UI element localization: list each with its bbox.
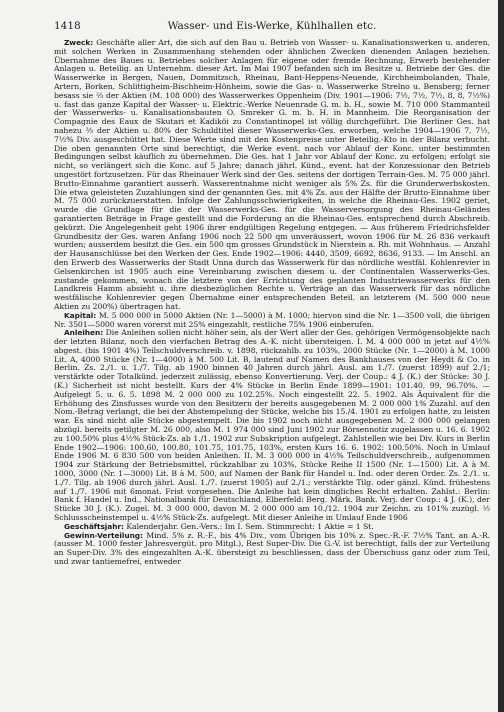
label-zweck: Zweck:	[64, 38, 94, 47]
label-geschaeftsjahr: Geschäftsjahr:	[64, 521, 124, 531]
paragraph-kapital	[54, 312, 490, 330]
paragraph-anleihen	[54, 329, 490, 523]
text-zweck: Geschäfte aller Art, die sich auf den Bau u. Betrieb von Wasser- u. Kanalisationswerken u. anderen, mit solchen Werken in Zusammenhang stehenden oder ähnlichen Zwecken dienenden Anlagen beziehen. Übernahme des Baues u. Betriebes solcher Anlagen für eigene oder fremde Rechnung, Erwerb bestehender Anlagen u. Beteilig. an Unternehm. dieser Art. Im Mai 1907 befanden sich im Besitze u. Betriebe der Ges. die Wasserwerke in Bergen, Nauen, Dommitzsch, Rheinau, Bant-Heppens-Neuende, Kirchheimbolanden, Thale, Artern, Borken, Schlittigheim-Bischheim-Hönheim, sowie die Gas- u. Wasserwerke Strelno u. Bensberg; ferner besass sie ⅔ der Aktien (M. 108 000) des Wasserwerkes Oppenheim (Div. 1901—1906: 7½, 7½, 7½, 8, 8, 7½%) u. fast das ganze Kapital der Wasser- u. Elektric.-Werke Neuenrade G. m. b. H., sowie M. 710 000 Stammanteil der Wasserwerks- u. Kanalisationsbauten O. Smreker G. m. b. H. in Mannheim. Die Reorganisation der Compagnie des Eaux de Skutari et Kadiköi zu Constantinopel ist völlig durchgeführt. Die Berliner Ges. hat nahezu ⅔ der Aktien u. 80% der Schuldtitel dieser Wasserwerks-Ges. erworben, welche 1904—1906 7, 7½, 7½% Div. ausgeschüttet hat. Diese Werte sind mit den Kostenpreise unter Beteilig.-Kto in der Bilanz verbucht. Die oben genannten Orte sind berechtigt, die Werke event. nach vor Ablauf der Konc. unter bestimmten Bedingungen selbst käuflich zu übernehmen. Die Ges. hat 1 Jahr vor Ablauf der Konc. zu erfolgen; erfolgt sie nicht, so verlängert sich die Konc. auf 5 Jahre; danach jährl. Künd., event. hat der Konzessionar den Betrieb ungestört fortzusetzen. Für das Rheinauer Werk sind der Ges. seitens der dortigen Terrain-Ges. M. 75 000 jährl. Brutto-Einnahme garantiert ausserh. Wasserentnahme nicht weniger als 5% Zs. für die Grunderwerbskosten. Die etwa geleisteten Zuzahlungen sind der genannten Ges. mit 4% Zs. aus der Hälfte der Brutto-Einnahme über M. 75 000 zurückzuerstatten. Infolge der Zahlungsschwierigkeiten, in welche die Rheinau-Ges. 1902 geriet, wurde die Grundlage für die der Wasserwerks-Ges. für die Wasserversorgung des Rheinau-Geländes garantierten Beträge in Frage gestellt und die Forderung an die Rheinau-Ges. entsprechend durch Abschreib. gekürzt. Die Angelegenheit geht 1906 ihrer endgültigen Regelung entgegen. — Aus früherem Friedrichsfelder Grundbesitz der Ges. waren Anfang 1906 noch 22 500 qm unveräussert, wovon 1906 für M. 26 836 verkauft wurden; ausserdem besitzt die Ges. ein 500 qm grosses Grundstück in Nierstein a. Rh. mit Wohnhaus. — Anzahl der Hausanschlüsse bei den Werken der Ges. Ende 1902—1906: 4440, 3509, 6692, 8636, 9133. — Im Anschl. an den Erwerb des Wasserwerks der Stadt Unna durch das Wasserwerk für das nördliche westfäl. Kohlenrevier in Gelsenkirchen ist 1905 auch eine Vereinbarung zwischen diesem u. der Continentalen Wasserwerks-Ges. zustande gekommen, wonach die letztere von der Errichtung des geplanten Industriewasserwerks für den Landkreis Hamm absieht u. ihre diesbezüglichen Rechte u. Verträge an das Wasserwerk für das nördliche westfälische Kohlenrevier gegen Übernahme einer entsprechenden Beteil. an letzterem (M. 500 000 neue Aktien zu 200%) übertragen hat.	[54, 38, 490, 311]
label-gewinn: Gewinn-Verteilung:	[64, 530, 143, 540]
body-text	[54, 39, 490, 567]
paragraph-zweck	[54, 39, 490, 312]
running-title: Wasser- und Eis-Werke, Kühlhallen etc.	[167, 20, 377, 32]
text-gewinn: Mind. 5% z. R.-F., bis 4% Div., vom Übrigen bis 10% z. Spec.-R.-F. 7½% Tant. an A.-R. (ausser M. 1000 fester Jahresvergüt. pro Mitgl.), Rest Super-Div. Die G.-V. ist berechtigt, falls der zur Verteilung an Super-Div. 3% des eingezahlten A.-K. übersteigt zu beschliessen, dass der Überschuss ganz oder zum Teil, und zwar tantiemefrei, entweder	[54, 530, 490, 567]
page-header	[54, 20, 490, 34]
label-kapital: Kapital:	[64, 310, 97, 320]
label-anleihen: Anleihen:	[64, 328, 104, 338]
page-number: 1418	[54, 20, 81, 32]
text-anleihen: Die Anleihen sollen nicht höher sein, als der Wert aller der Ges. gehörigen Vermögensobjekte nach der letzten Bilanz, noch den vierfachen Betrag des A.-K. nicht übersteigen. I. M. 4 000 000 in jetzt auf 4½% abgest. (bis 1901 4%) Teilschuldverschreib. v. 1898, rückzahlb. zu 103%, 2000 Stücke (Nr. 1—2000) à M. 1000 Lit. A, 4000 Stücke (Nr. 1—4000) à M. 500 Lit. B, lautend auf Namen des Bankhauses von der Heydt & Co. in Berlin. Zs. 2./1. u. 1./7. Tilg. ab 1900 binnen 40 Jahren durch jährl. Ausl. am 1./7. (zuerst 1899) auf 2./1; verstärkte oder Totalkünd. jederzeit zulässig, ebenso Konvertierung. Verj. der Coup.: 4 J. (K.) der Stücke: 30 J. (K.) Sicherheit ist nicht bestellt. Kurs der 4% Stücke in Berlin Ende 1899—1901: 101.40, 99, 96.70%. — Aufgelegt 5. u. 6. 5. 1898 M. 2 000 000 zu 102.25%. Noch eingestellt 22. 5. 1902. Als Äquivalent für die Erhöhung des Zinsfusses wurde von den Besitzern der bereits ausgegebenen M. 2 000 000 1% Zuzahl. auf den Nom.-Betrag verlangt, die bei der Abstempelung der Stücke, welche bis 15./4. 1901 zu erfolgen hatte, zu leisten war. Es sind nicht alle Stücke abgestempelt. Die bis 1902 noch nicht ausgegebenen M. 2 000 000 gelangen abzügl. bereits getilgter M. 26 000, also M. 1 974 000 sind Juni 1902 zur Börsennotiz zugelassen u. 16. 6. 1902 zu 100.50% plus 4½% Stück-Zs. ab 1./1. 1902 zur Subskription aufgelegt. Zahlstellen wie bei Div. Kurs in Berlin Ende 1902—1906: 100.60, 100.80, 101.75, 101.75, 103%, ersten Kurs 16. 6. 1902: 100.50%. Noch in Umlauf Ende 1906 M. 6 830 500 von beiden Anleihen. II. M. 3 000 000 in 4½% Teilschuldverschreib., aufgenommen 1904 zur Stärkung der Betriebsmittel, rückzahlbar zu 103%, Stücke Reihe II 1500 (Nr. 1—1500) Lit. A à M. 1000, 3000 (Nr. 1—3000) Lit. B à M. 500, auf Namen der Bank für Handel u. Ind. oder deren Order. Zs. 2./1. u. 1./7. Tilg. ab 1906 durch jährl. Ausl. 1./7. (zuerst 1905) auf 2./1.; verstärkte Tilg. oder gänzl. Künd. frühestens auf 1./7. 1906 mit 6monat. Frist vorgesehen. Die Anleihe hat kein dingliches Recht erhalten. Zahlst.: Berlin: Bank f. Handel u. Ind., Nationalbank für Deutschland, Elberfeld: Berg. Märk. Bank. Verj. der Coup.: 4 J. (K.), der Stücke 30 J. (K.). Zugel. M. 3 000 000, davon M. 2 000 000 am 10./12. 1904 zur Zeichn. zu 101% zuzügl. ½ Schlussscheinstempel u. 4½% Stück-Zs. aufgelegt. Mit dieser Anleihe in Umlauf Ende 1906	[54, 328, 490, 523]
text-kapital: M. 5 000 000 in 5000 Aktien (Nr. 1—5000) à M. 1000; hiervon sind die Nr. 1—3500 voll, die übrigen Nr. 3501—5000 waren vorerst mit 25% eingezahlt, restliche 75% 1906 einberufen.	[54, 310, 490, 329]
text-geschaeftsjahr: Kalenderjahr. Gen.-Vers.: Im I. Sem. Stimmrecht: 1 Aktie = 1 St.	[126, 521, 374, 531]
paragraph-gewinn	[54, 532, 490, 567]
page-edge-shadow	[498, 0, 504, 712]
document-page	[54, 20, 490, 710]
